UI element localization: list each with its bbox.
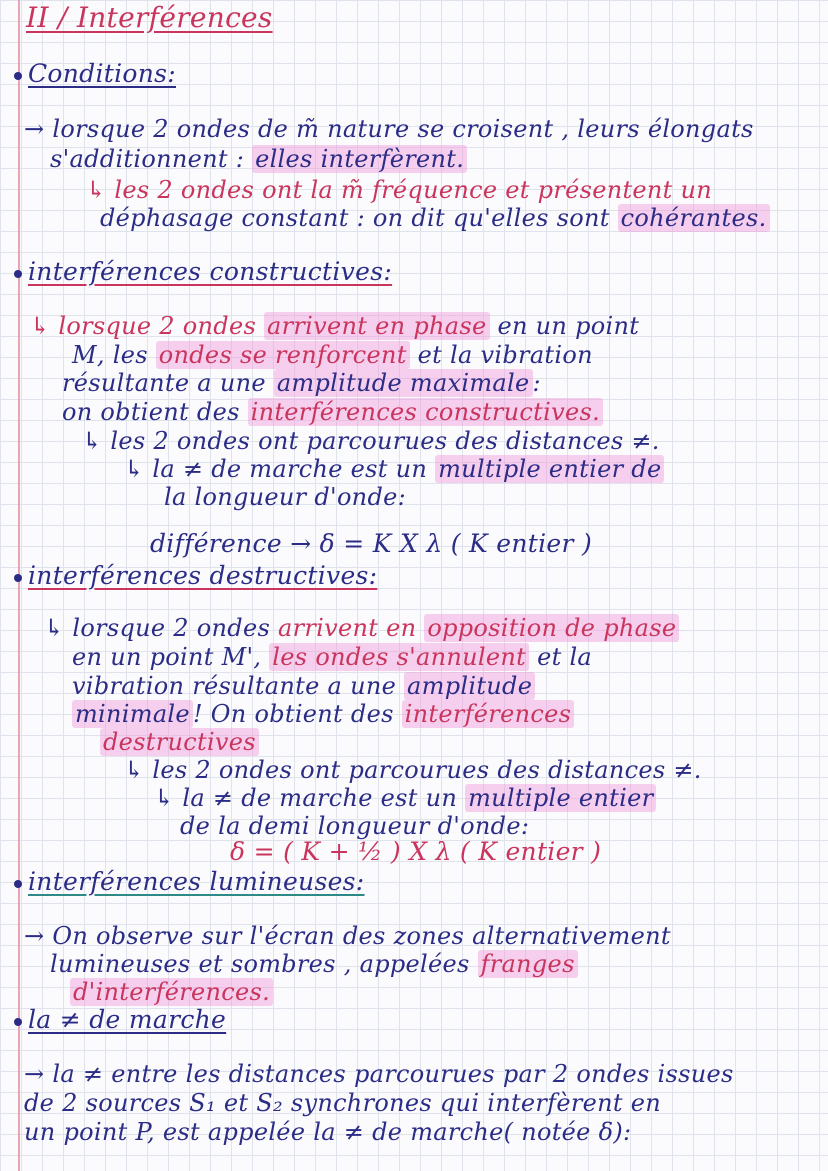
text-segment: lumineuses et sombres , appelées <box>50 950 470 978</box>
highlight-arrivent-en-phase: arrivent en phase <box>264 312 489 340</box>
destructives-heading: interférences destructives: <box>14 562 377 590</box>
destructives-line-7 <box>154 784 656 812</box>
lumineuses-line-2 <box>50 950 578 978</box>
text-segment: : <box>532 369 541 397</box>
highlight-coherantes: cohérantes. <box>618 204 770 232</box>
text-segment: la longueur d'onde: <box>164 483 406 511</box>
text-segment: on obtient des <box>62 398 240 426</box>
highlight-opposition-de-phase: opposition de phase <box>424 614 679 642</box>
constructives-formula: différence → δ = K X λ ( K entier ) <box>150 529 593 558</box>
page-title: II / Interférences <box>26 1 273 34</box>
highlight-ondes-se-renforcent: ondes se renforcent <box>156 341 410 369</box>
text-segment: en un point <box>497 312 640 340</box>
constructives-line-2 <box>72 341 593 369</box>
marche-line-1 <box>24 1060 734 1088</box>
text-segment: ↳ les 2 ondes ont parcourues des distances ≠. <box>124 756 702 784</box>
conditions-line-4 <box>100 204 770 232</box>
highlight-amplitude-maximale: amplitude maximale <box>274 369 533 397</box>
text-segment: ! On obtient des <box>192 700 394 728</box>
text-segment: arrivent en <box>278 614 417 642</box>
text-segment: vibration résultante a une <box>72 672 397 700</box>
text-segment: en un point M', <box>72 643 262 671</box>
text-segment: → On observe sur l'écran des zones alternativement <box>24 922 671 950</box>
highlight-multiple-entier: multiple entier de <box>435 455 664 483</box>
highlight-ondes-s-annulent: les ondes s'annulent <box>269 643 529 671</box>
highlight-interferences-constructives: interférences constructives. <box>248 398 603 426</box>
text-segment: et la <box>537 643 593 671</box>
text-segment: de la demi longueur d'onde: <box>180 812 530 840</box>
conditions-line-1 <box>24 115 754 143</box>
marche-line-3 <box>24 1118 631 1146</box>
text-segment: un point P, est appelée la ≠ de marche( notée δ): <box>24 1118 632 1146</box>
constructives-line-5 <box>82 427 660 455</box>
text-segment: → la ≠ entre les distances parcourues par 2 ondes issues <box>24 1060 734 1088</box>
text-segment: ↳ la ≠ de marche est un <box>154 784 458 812</box>
highlight-elles-interferent: elles interfèrent. <box>252 145 467 173</box>
text-segment: de 2 sources S₁ et S₂ synchrones qui interfèrent en <box>24 1089 662 1117</box>
lumineuses-heading: interférences lumineuses: <box>14 868 365 896</box>
constructives-heading: interférences constructives: <box>14 258 392 286</box>
destructives-line-5 <box>100 728 259 756</box>
conditions-heading: Conditions: <box>14 60 176 88</box>
text-segment: → lorsque 2 ondes de m̃ nature se croisent , leurs élongats <box>24 115 754 143</box>
highlight-franges: franges <box>478 950 578 978</box>
highlight-amplitude: amplitude <box>404 672 535 700</box>
text-segment: déphasage constant : on dit qu'elles sont <box>100 204 610 232</box>
conditions-line-2 <box>50 145 467 173</box>
highlight-d-interferences: d'interférences. <box>70 978 273 1006</box>
text-segment: M, les <box>72 341 148 369</box>
constructives-line-1 <box>30 312 639 340</box>
destructives-line-3 <box>72 672 535 700</box>
text-segment: résultante a une <box>62 369 266 397</box>
text-segment: ↳ la ≠ de marche est un <box>124 455 428 483</box>
text-segment: ↳ les 2 ondes ont la m̃ fréquence et présentent un <box>86 176 713 204</box>
text-segment: ↳ les 2 ondes ont parcourues des distances ≠. <box>82 427 660 455</box>
text-segment: s'additionnent : <box>50 145 245 173</box>
destructives-formula: δ = ( K + ½ ) X λ ( K entier ) <box>230 837 602 866</box>
highlight-multiple-entier-2: multiple entier <box>465 784 656 812</box>
marche-line-2 <box>24 1089 661 1117</box>
constructives-line-3 <box>62 369 541 397</box>
lumineuses-line-1 <box>24 922 671 950</box>
text-segment: ↳ lorsque 2 ondes <box>30 312 257 340</box>
lumineuses-line-3 <box>70 978 273 1006</box>
highlight-destructives: destructives <box>100 728 259 756</box>
destructives-line-2 <box>72 643 592 671</box>
destructives-line-8 <box>180 812 529 840</box>
constructives-line-4 <box>62 398 603 426</box>
marche-heading: la ≠ de marche <box>14 1006 226 1034</box>
constructives-line-6 <box>124 455 664 483</box>
destructives-line-6 <box>124 756 702 784</box>
highlight-interferences: interférences <box>402 700 575 728</box>
conditions-line-3 <box>86 176 712 204</box>
destructives-line-4 <box>72 700 574 728</box>
constructives-line-7 <box>164 483 406 511</box>
text-segment: ↳ lorsque 2 ondes <box>44 614 271 642</box>
highlight-minimale: minimale <box>72 700 193 728</box>
destructives-line-1 <box>44 614 679 642</box>
text-segment: et la vibration <box>417 341 593 369</box>
